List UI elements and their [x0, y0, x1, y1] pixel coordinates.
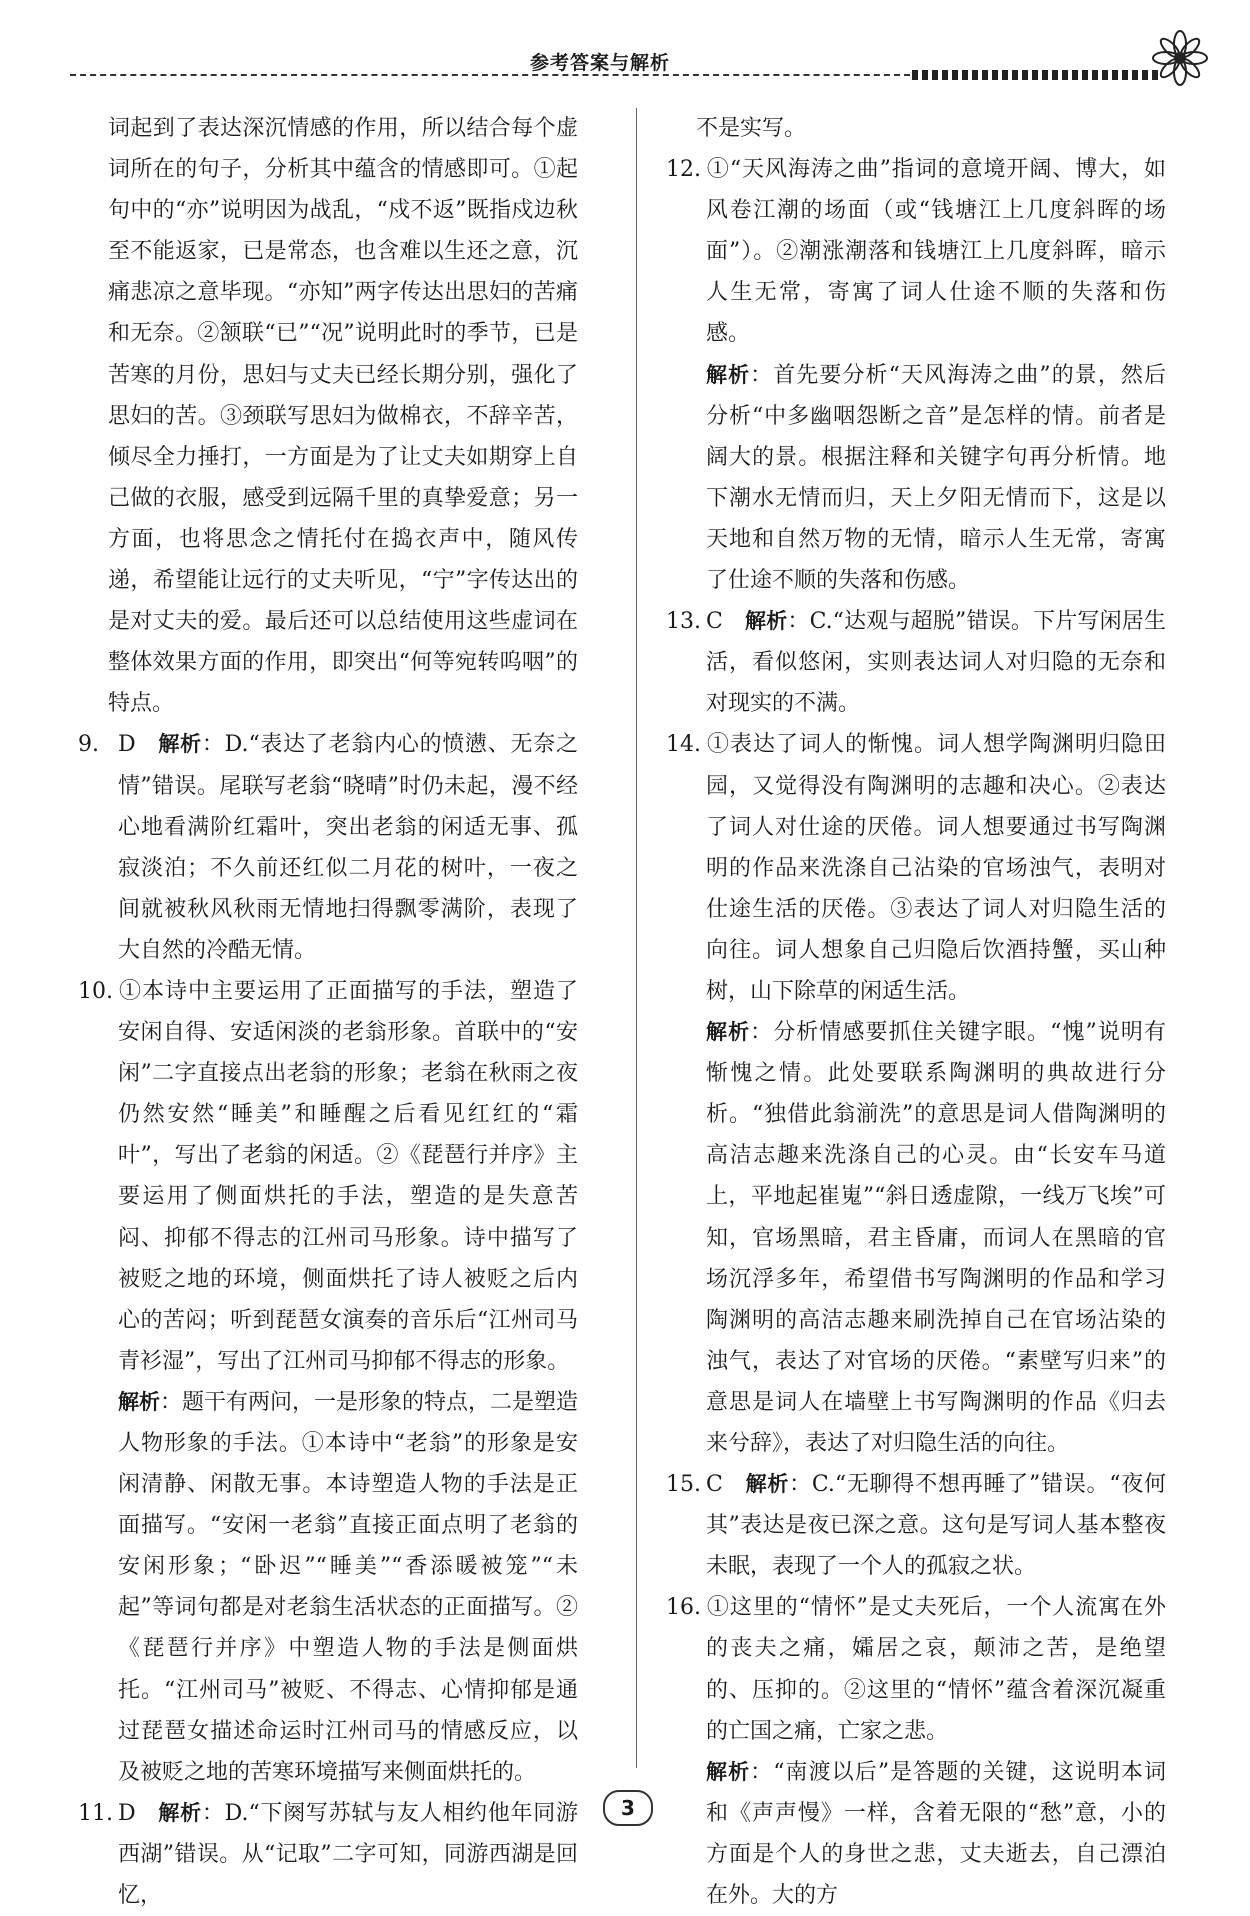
answer-item: [666, 1587, 1166, 1751]
analysis-label: 解析: [744, 609, 788, 634]
analysis-text: ：题干有两问，一是形象的特点，二是塑造人物形象的手法。①本诗中“老翁”的形象是安闲清静、闲散无事。本诗塑造人物的手法是正面描写。“安闲一老翁”直接正面点明了老翁的安闲形象；“卧迟”“睡美”“香添暖被笼”“未起”等词句都是对老翁生活状态的正面描写。②《琵琶行并序》中塑造人物的手法是侧面烘托。“江州司马”被贬、不得志、心情抑郁是通过琵琶女描述命运时江州司马的情感反应，以及被贬之地的苦寒环境描写来侧面烘托的。: [118, 1389, 579, 1785]
analysis-label: 解析: [157, 732, 202, 757]
analysis-paragraph: [666, 1752, 1166, 1916]
answer-item: [666, 724, 1166, 1012]
item-number: 10.: [78, 978, 113, 1004]
continued-paragraph: [78, 108, 578, 724]
item-text: ：C.“达观与超脱”错误。下片写闲居生活，看似悠闲，实则表达词人对归隐的无奈和对现实的不满。: [706, 609, 1166, 717]
flower-icon: [1150, 28, 1210, 88]
item-number: 9.: [78, 732, 99, 758]
analysis-text: ：首先要分析“天风海涛之曲”的景，然后分析“中多幽咽怨断之音”是怎样的情。前者是阔大的景。根据注释和关键字句再分析情。地下潮水无情而归，天上夕阳无情而下，这是以天地和自然万物的无情，暗示人生无常，寄寓了仕途不顺的失落和伤感。: [706, 362, 1167, 594]
item-number: 12.: [666, 157, 701, 183]
analysis-text: ：“南渡以后”是答题的关键，这说明本词和《声声慢》一样，含着无限的“愁”意，小的方面是个人的身世之悲，丈夫逝去，自己漂泊在外。大的方: [706, 1759, 1167, 1909]
item-number: 13.: [666, 609, 701, 635]
answer-choice: C: [706, 1472, 723, 1498]
item-text: ①表达了词人的惭愧。词人想学陶渊明归隐田园，又觉得没有陶渊明的志趣和决心。②表达了词人对仕途的厌倦。词人想要通过书写陶渊明的作品来洗涤自己沾染的官场浊气，表明对仕途生活的厌倦。③表达了词人对归隐生活的向往。词人想象自己归隐后饮酒持蟹，买山种树，山下除草的闲适生活。: [706, 732, 1166, 1004]
item-text: ：C.“无聊得不想再睡了”错误。“夜何其”表达是夜已深之意。这句是写词人基本整夜未眠，表现了一个人的孤寂之状。: [706, 1472, 1167, 1580]
item-text: ①本诗中主要运用了正面描写的手法，塑造了安闲自得、安适闲淡的老翁形象。首联中的“安闲”二字直接点出老翁的形象；老翁在秋雨之夜仍然安然“睡美”和睡醒之后看见红红的“霜叶”，写出了老翁的闲适。②《琵琶行并序》主要运用了侧面烘托的手法，塑造的是失意苦闷、抑郁不得志的江州司马形象。诗中描写了被贬之地的环境，侧面烘托了诗人被贬之后内心的苦闷；听到琵琶女演奏的音乐后“江州司马青衫湿”，写出了江州司马抑郁不得志的形象。: [118, 978, 578, 1374]
answer-choice: D: [118, 1800, 136, 1826]
header-dashed-rule: [70, 74, 910, 76]
answer-item: [78, 1793, 578, 1916]
answer-choice: C: [706, 609, 723, 635]
answer-item: [666, 149, 1166, 354]
item-number: 11.: [78, 1800, 113, 1826]
analysis-label: 解析: [706, 1020, 751, 1045]
left-column: [78, 108, 578, 1916]
paragraph-text: 词起到了表达深沉情感的作用，所以结合每个虚词所在的句子，分析其中蕴含的情感即可。①起句中的“亦”说明因为战乱，“戍不返”既指戍边秋至不能返家，已是常态，也含难以生还之意，沉痛悲凉之意毕现。“亦知”两字传达出思妇的苦痛和无奈。②颔联“已”“况”说明此时的季节，已是苦寒的月份，思妇与丈夫已经长期分别，强化了思妇的苦。③颈联写思妇为做棉衣，不辞辛苦，倾尽全力捶打，一方面是为了让丈夫如期穿上自己做的衣服，感受到远隔千里的真挚爱意；另一方面，也将思念之情托付在捣衣声中，随风传递，希望能让远行的丈夫听见，“宁”字传达出的是对丈夫的爱。最后还可以总结使用这些虚词在整体效果方面的作用，即突出“何等宛转呜咽”的特点。: [108, 116, 578, 717]
header-striped-bar: [912, 70, 1162, 80]
answer-choice: D: [118, 732, 136, 758]
analysis-label: 解析: [744, 1472, 790, 1497]
analysis-label: 解析: [157, 1800, 202, 1825]
answer-item: [78, 971, 578, 1382]
item-text: ①这里的“情怀”是丈夫死后，一个人流寓在外的丧夫之痛，孀居之哀，颠沛之苦，是绝望的、压抑的。②这里的“情怀”蕴含着深沉凝重的亡国之痛，亡家之悲。: [706, 1595, 1166, 1744]
answer-item: [666, 601, 1166, 724]
item-number: 16.: [666, 1595, 701, 1621]
continued-paragraph: [666, 108, 1166, 149]
answer-item: [666, 1464, 1166, 1587]
paragraph-text: 不是实写。: [696, 116, 807, 141]
item-number: 15.: [666, 1472, 701, 1498]
right-column: [666, 108, 1166, 1916]
analysis-label: 解析: [706, 362, 751, 387]
item-text: ：D.“下阕写苏轼与友人相约他年同游西湖”错误。从“记取”二字可知，同游西湖是回忆，: [118, 1800, 578, 1909]
analysis-text: ：分析情感要抓住关键字眼。“愧”说明有惭愧之情。此处要联系陶渊明的典故进行分析。“独借此翁湔洗”的意思是词人借陶渊明的高洁志趣来洗涤自己的心灵。由“长安车马道上，平地起崔嵬”“斜日透虚隙，一线万飞埃”可知，官场黑暗，君主昏庸，而词人在黑暗的官场沉浮多年，希望借书写陶渊明的作品和学习陶渊明的高洁志趣来刷洗掉自己在官场沾染的浊气，表达了对官场的厌倦。“素壁写归来”的意思是词人在墙壁上书写陶渊明的作品《归去来兮辞》，表达了对归隐生活的向往。: [706, 1020, 1167, 1456]
analysis-paragraph: [78, 1382, 578, 1793]
header-title: 参考答案与解析: [530, 52, 671, 74]
answer-item: [78, 724, 578, 971]
item-text: ：D.“表达了老翁内心的愤懑、无奈之情”错误。尾联写老翁“晓晴”时仍未起，漫不经心地看满阶红霜叶，突出老翁的闲适无事、孤寂淡泊；不久前还红似二月花的树叶，一夜之间就被秋风秋雨无情地扫得飘零满阶，表现了大自然的冷酷无情。: [118, 732, 578, 963]
analysis-label: 解析: [706, 1759, 751, 1784]
analysis-paragraph: [666, 1012, 1166, 1464]
item-number: 14.: [666, 732, 701, 758]
analysis-paragraph: [666, 355, 1166, 602]
item-text: ①“天风海涛之曲”指词的意境开阔、博大，如风卷江潮的场面（或“钱塘江上几度斜晖的场面”）。②潮涨潮落和钱塘江上几度斜晖，暗示人生无常，寄寓了词人仕途不顺的失落和伤感。: [706, 157, 1166, 347]
column-divider: [636, 108, 637, 1768]
page-header: [70, 42, 1190, 82]
analysis-label: 解析: [118, 1389, 160, 1414]
page-number: 3: [603, 1790, 653, 1826]
